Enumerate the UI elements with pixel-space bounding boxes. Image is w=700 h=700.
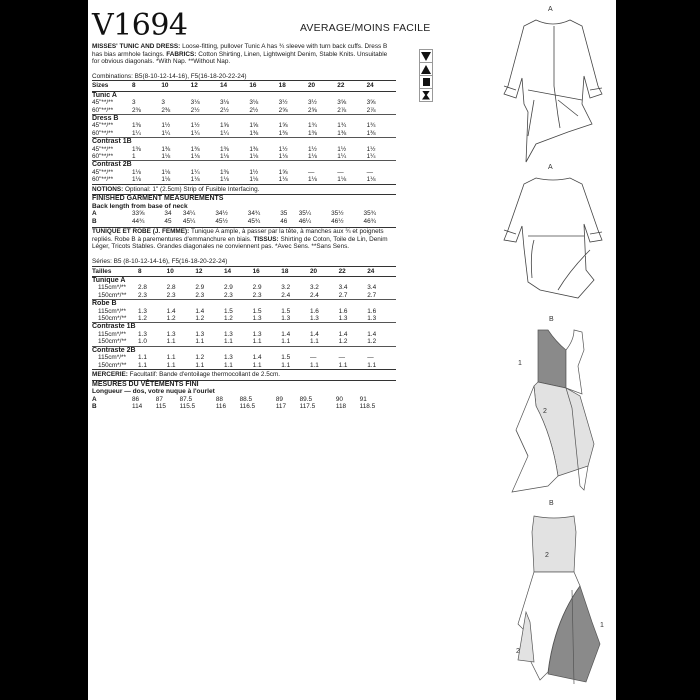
table-cell: 1⅛ bbox=[249, 153, 259, 161]
english-finished-subtitle: Back length from base of neck bbox=[92, 202, 188, 210]
callout-1-back: 1 bbox=[600, 622, 604, 629]
table-cell: 45½ bbox=[215, 217, 228, 225]
size-header: 18 bbox=[281, 266, 310, 276]
table-cell: 1.1 bbox=[338, 361, 348, 369]
table-cell: 1¼ bbox=[161, 129, 171, 137]
text-column bbox=[92, 43, 396, 411]
table-cell: 1⅛ bbox=[219, 153, 229, 161]
table-cell: 1.1 bbox=[309, 361, 319, 369]
table-cell: 2½ bbox=[249, 106, 259, 114]
table-cell: — bbox=[366, 168, 374, 176]
table-cell: 1⅛ bbox=[132, 168, 141, 176]
table-cell: 1.3 bbox=[195, 330, 205, 338]
view-group-header: Contraste 2B bbox=[92, 346, 396, 354]
pattern-envelope-back bbox=[88, 0, 616, 700]
table-row: 115cm*/** 2.8 2.8 2.9 2.9 2.9 3.2 3.2 3.4 3.4 bbox=[92, 284, 396, 291]
table-cell: 1¼ bbox=[337, 153, 347, 161]
table-cell: 2.3 bbox=[252, 291, 262, 299]
table-cell: 46½ bbox=[331, 217, 344, 225]
table-cell: 3½ bbox=[307, 99, 317, 107]
table-cell: 1⅛ bbox=[161, 153, 171, 161]
table-cell: — bbox=[367, 354, 374, 362]
table-cell: 34¼ bbox=[182, 210, 196, 218]
view-label-a-back: A bbox=[548, 164, 553, 171]
table-cell: 1¾ bbox=[337, 122, 347, 130]
table-cell: 35 bbox=[280, 210, 288, 218]
table-cell: 1.3 bbox=[367, 315, 377, 323]
table-cell: 1.2 bbox=[166, 315, 176, 323]
table-cell: 1.1 bbox=[166, 354, 176, 362]
size-header: 10 bbox=[167, 266, 196, 276]
table-cell: 1½ bbox=[249, 168, 259, 176]
table-cell: 1.3 bbox=[223, 330, 233, 338]
table-cell: 34 bbox=[164, 210, 172, 218]
table-cell: 1.1 bbox=[252, 338, 262, 346]
table-cell: 1⅛ bbox=[190, 176, 200, 184]
table-row: 60"**/** 1¼ 1¼ 1¼ 1¼ 1⅜ 1⅜ 1⅜ 1⅜ 1⅜ bbox=[92, 130, 396, 138]
table-cell: 33⅝ bbox=[132, 210, 145, 218]
table-cell: 1.2 bbox=[223, 315, 233, 323]
callout-2-back-bottom: 2 bbox=[516, 648, 520, 655]
french-notions: MERCERIE: Facultatif: Bande d'entoilage thermocollant de 2.5cm. bbox=[92, 369, 396, 381]
table-cell: 1½ bbox=[161, 122, 171, 130]
table-cell: 1.5 bbox=[223, 307, 233, 315]
table-row: 45"**/** 1⅛ 1⅛ 1¼ 1⅜ 1½ 1⅝ — — — bbox=[92, 169, 396, 176]
table-cell: 34¾ bbox=[247, 210, 261, 218]
table-cell: 45¾ bbox=[247, 217, 261, 225]
table-cell: 1⅛ bbox=[161, 168, 171, 176]
table-cell: 2⅜ bbox=[161, 106, 171, 114]
table-cell: 1.3 bbox=[138, 330, 147, 338]
table-row: 60"**/** 2⅜ 2⅜ 2½ 2½ 2½ 2⅝ 2⅝ 2⅞ 2⅞ bbox=[92, 107, 396, 115]
size-header: 22 bbox=[337, 81, 366, 91]
table-cell: 89.5 bbox=[299, 395, 313, 403]
table-cell: 1.1 bbox=[223, 338, 233, 346]
table-cell: 87.5 bbox=[179, 395, 193, 403]
table-cell: 2.9 bbox=[252, 284, 262, 292]
table-cell: 1⅛ bbox=[190, 153, 200, 161]
size-header: 16 bbox=[253, 266, 282, 276]
table-row: B 44¾ 45 45¼ 45½ 45¾ 46 46¼ 46½ 46¾ bbox=[92, 218, 396, 225]
size-header: 22 bbox=[339, 266, 368, 276]
table-cell: 1⅜ bbox=[249, 129, 259, 137]
table-cell: 1.0 bbox=[138, 338, 147, 346]
size-header: 14 bbox=[224, 266, 253, 276]
table-cell: 1.4 bbox=[281, 330, 291, 338]
table-cell: 46¾ bbox=[363, 217, 376, 225]
dress-b-front-illustration bbox=[508, 326, 608, 496]
table-row: 115cm*/** 1.3 1.4 1.4 1.5 1.5 1.5 1.6 1.6 1.6 bbox=[92, 308, 396, 315]
table-cell: 3½ bbox=[278, 99, 288, 107]
english-combinations: Combinations: B5(8-10-12-14-16), F5(16-18-20-22-24) bbox=[92, 72, 247, 80]
triangle-up-icon bbox=[421, 65, 431, 74]
view-group-header: Contrast 1B bbox=[92, 138, 396, 146]
table-row: 150cm*/** 1.2 1.2 1.2 1.2 1.3 1.3 1.3 1.3 1.3 bbox=[92, 315, 396, 323]
table-cell: — bbox=[338, 354, 345, 362]
table-cell: 1.2 bbox=[138, 315, 147, 323]
table-cell: 1½ bbox=[337, 145, 347, 153]
table-cell: 1⅜ bbox=[307, 129, 317, 137]
table-cell: 3.4 bbox=[338, 284, 348, 292]
table-cell: 1⅛ bbox=[278, 176, 288, 184]
table-cell: 87 bbox=[155, 395, 163, 403]
table-cell: 3⅝ bbox=[337, 99, 347, 107]
callout-2-front: 2 bbox=[543, 408, 547, 415]
difficulty-label: AVERAGE/MOINS FACILE bbox=[300, 22, 431, 34]
table-cell: 2.4 bbox=[281, 291, 291, 299]
table-cell: 35¾ bbox=[363, 210, 376, 218]
size-header: 8 bbox=[132, 81, 161, 91]
view-group-header: Contraste 1B bbox=[92, 323, 396, 331]
table-cell: 2.3 bbox=[223, 291, 233, 299]
table-cell: 1.2 bbox=[338, 338, 348, 346]
table-cell: 114 bbox=[132, 403, 143, 411]
table-row: A 86 87 87.5 88 88.5 89 89.5 90 91 bbox=[92, 396, 396, 403]
table-cell: 2⅞ bbox=[337, 106, 347, 114]
table-cell: 1⅛ bbox=[219, 176, 229, 184]
table-cell: 1⅜ bbox=[337, 129, 347, 137]
table-cell: 1¼ bbox=[190, 129, 200, 137]
table-cell: 2.7 bbox=[367, 291, 377, 299]
view-group-header: Contrast 2B bbox=[92, 161, 396, 169]
table-cell: 45¼ bbox=[182, 217, 196, 225]
view-label-b-back: B bbox=[549, 500, 554, 507]
table-cell: 3.2 bbox=[281, 284, 291, 292]
table-cell: 88.5 bbox=[239, 395, 253, 403]
size-header: 24 bbox=[367, 266, 396, 276]
table-cell: 1.3 bbox=[338, 315, 348, 323]
size-header: 10 bbox=[161, 81, 190, 91]
table-cell: 1⅜ bbox=[219, 145, 229, 153]
table-cell: 1⅛ bbox=[337, 176, 347, 184]
view-group-header: Tunique A bbox=[92, 277, 126, 285]
table-cell: 1¾ bbox=[366, 122, 376, 130]
layout-icons bbox=[419, 49, 433, 102]
table-cell: 2⅞ bbox=[366, 106, 376, 114]
table-row: 45"**/** 1⅜ 1½ 1½ 1⅝ 1⅝ 1⅝ 1¾ 1¾ 1¾ bbox=[92, 122, 396, 129]
table-cell: 1½ bbox=[307, 145, 317, 153]
table-cell: 1⅝ bbox=[249, 122, 259, 130]
size-header: 12 bbox=[191, 81, 220, 91]
table-cell: 3⅛ bbox=[219, 99, 229, 107]
size-header: 16 bbox=[249, 81, 278, 91]
table-cell: 1⅜ bbox=[132, 145, 141, 153]
view-group-header: Dress B bbox=[92, 115, 396, 123]
table-cell: 1.2 bbox=[195, 315, 205, 323]
table-cell: 1.1 bbox=[138, 354, 147, 362]
english-description: MISSES' TUNIC AND DRESS: Loose-fitting, pullover Tunic A has ¾ sleeve with turn back cuffs. Dress B has bias armhole facings. FABRICS: Cotton Shirting, Linen, Lightweight Denim, Stable Knits. Unsuitable for obvious diagonals. *With Nap. **Without Nap. bbox=[92, 43, 388, 66]
table-cell: 2.8 bbox=[166, 284, 176, 292]
table-cell: 1.1 bbox=[223, 361, 233, 369]
table-cell: 1.1 bbox=[166, 361, 176, 369]
table-cell: 1¼ bbox=[190, 168, 200, 176]
table-cell: 3 bbox=[161, 99, 165, 107]
table-cell: 3⅛ bbox=[190, 99, 200, 107]
table-cell: 1.4 bbox=[195, 307, 205, 315]
table-cell: — bbox=[307, 168, 315, 176]
table-cell: 1½ bbox=[366, 145, 376, 153]
table-cell: 1⅜ bbox=[161, 145, 171, 153]
size-header-row: Sizes 8 10 12 14 16 18 20 22 24 bbox=[92, 81, 396, 91]
size-header: 20 bbox=[308, 81, 337, 91]
table-cell: 35½ bbox=[331, 210, 344, 218]
table-cell: 1⅜ bbox=[366, 129, 376, 137]
size-header: 20 bbox=[310, 266, 339, 276]
table-cell: 118.5 bbox=[359, 403, 376, 411]
table-cell: 116.5 bbox=[239, 403, 256, 411]
french-finished-title: MESURES DU VÊTEMENTS FINI bbox=[92, 380, 199, 388]
table-cell: 1.1 bbox=[195, 361, 205, 369]
table-cell: 1.3 bbox=[138, 307, 147, 315]
table-cell: 89 bbox=[275, 395, 283, 403]
table-cell: 1.3 bbox=[166, 330, 176, 338]
table-cell: 1.5 bbox=[252, 307, 262, 315]
table-cell: 1.1 bbox=[281, 338, 291, 346]
table-cell: 46 bbox=[280, 217, 288, 225]
table-cell: 1¼ bbox=[366, 153, 376, 161]
callout-2-back-top: 2 bbox=[545, 552, 549, 559]
table-cell: 86 bbox=[132, 395, 140, 403]
table-cell: 1.1 bbox=[138, 361, 147, 369]
table-cell: 88 bbox=[215, 395, 223, 403]
table-cell: 3⅝ bbox=[366, 99, 376, 107]
table-cell: 2.3 bbox=[195, 291, 205, 299]
table-cell: 1¼ bbox=[132, 129, 141, 137]
table-row: A 33⅝ 34 34¼ 34½ 34¾ 35 35¼ 35½ 35¾ bbox=[92, 210, 396, 217]
english-yardage-table bbox=[92, 80, 396, 183]
view-group-header: Tunic A bbox=[92, 91, 117, 99]
table-cell: 3 bbox=[132, 99, 136, 107]
table-row: 115cm*/** 1.3 1.3 1.3 1.3 1.3 1.4 1.4 1.4 1.4 bbox=[92, 331, 396, 338]
table-cell: 1¾ bbox=[307, 122, 317, 130]
french-combinations: Séries: B5 (8-10-12-14-16), F5(16-18-20-22-24) bbox=[92, 258, 228, 266]
table-cell: 2.9 bbox=[195, 284, 205, 292]
table-cell: 1.4 bbox=[338, 330, 348, 338]
table-cell: 34½ bbox=[215, 210, 228, 218]
table-cell: 1⅛ bbox=[249, 176, 259, 184]
french-finished-subtitle: Longueur — dos, votre nuque à l'ourlet bbox=[92, 388, 215, 396]
table-cell: 2.9 bbox=[223, 284, 233, 292]
size-header: 14 bbox=[220, 81, 249, 91]
table-cell: 1⅜ bbox=[219, 168, 229, 176]
tunic-a-front-illustration bbox=[498, 16, 618, 166]
table-cell: 1.4 bbox=[166, 307, 176, 315]
table-cell: 35¼ bbox=[298, 210, 312, 218]
table-cell: 1⅛ bbox=[161, 176, 171, 184]
table-cell: 2.8 bbox=[138, 284, 147, 292]
view-label-b: B bbox=[549, 316, 554, 323]
table-cell: 46¼ bbox=[298, 217, 312, 225]
english-finished-table bbox=[92, 210, 396, 225]
table-cell: 2½ bbox=[190, 106, 200, 114]
table-cell: 1⅛ bbox=[366, 176, 376, 184]
table-cell: 2.7 bbox=[338, 291, 348, 299]
table-cell: 1.2 bbox=[195, 354, 205, 362]
table-cell: 1.1 bbox=[166, 338, 176, 346]
table-cell: 2.4 bbox=[309, 291, 319, 299]
table-cell: 1.6 bbox=[309, 307, 319, 315]
table-cell: 90 bbox=[335, 395, 343, 403]
size-header: 24 bbox=[367, 81, 396, 91]
table-cell: 1.4 bbox=[252, 354, 262, 362]
table-row: 45"**/** 1⅜ 1⅜ 1⅜ 1⅜ 1⅜ 1½ 1½ 1½ 1½ bbox=[92, 146, 396, 153]
table-row: 150cm*/** 2.3 2.3 2.3 2.3 2.3 2.4 2.4 2.7 2.7 bbox=[92, 292, 396, 300]
table-cell: 91 bbox=[359, 395, 367, 403]
size-header-row: Tailles 8 10 12 14 16 18 20 22 24 bbox=[92, 266, 396, 276]
english-notions: NOTIONS: Optional: 1" (2.5cm) Strip of Fusible Interfacing. bbox=[92, 184, 396, 196]
table-cell: 2½ bbox=[219, 106, 229, 114]
table-row: 45"**/** 3 3 3⅛ 3⅛ 3⅛ 3½ 3½ 3⅝ 3⅝ bbox=[92, 99, 396, 106]
table-cell: — bbox=[309, 354, 317, 362]
table-cell: 1.1 bbox=[281, 361, 291, 369]
table-cell: 1.2 bbox=[367, 338, 377, 346]
french-yardage-table bbox=[92, 266, 396, 369]
pattern-number: V1694 bbox=[92, 8, 188, 43]
table-cell: 1.6 bbox=[338, 307, 348, 315]
table-cell: 3.4 bbox=[367, 284, 377, 292]
table-cell: 1⅜ bbox=[278, 129, 288, 137]
table-cell: 1⅛ bbox=[278, 153, 288, 161]
table-cell: 3.2 bbox=[309, 284, 319, 292]
view-group-header: Robe B bbox=[92, 300, 396, 308]
table-cell: 1 bbox=[132, 153, 136, 161]
table-cell: 118 bbox=[335, 403, 347, 411]
table-cell: 1.1 bbox=[367, 361, 377, 369]
table-cell: 1¼ bbox=[219, 129, 229, 137]
dress-b-back-illustration bbox=[508, 512, 608, 692]
table-cell: 115.5 bbox=[179, 403, 196, 411]
table-row: 60"**/** 1⅛ 1⅛ 1⅛ 1⅛ 1⅛ 1⅛ 1⅛ 1⅛ 1⅛ bbox=[92, 176, 396, 183]
table-cell: 2⅜ bbox=[132, 106, 141, 114]
table-cell: 1.3 bbox=[281, 315, 291, 323]
table-cell: 1.3 bbox=[252, 315, 262, 323]
table-row: 150cm*/** 1.1 1.1 1.1 1.1 1.1 1.1 1.1 1.1 1.1 bbox=[92, 362, 396, 369]
table-cell: 1⅜ bbox=[190, 145, 200, 153]
english-finished-title: FINISHED GARMENT MEASUREMENTS bbox=[92, 195, 224, 203]
table-cell: 1⅜ bbox=[249, 145, 259, 153]
table-cell: 1⅛ bbox=[307, 153, 317, 161]
table-cell: 1⅝ bbox=[278, 122, 288, 130]
table-cell: 1.1 bbox=[195, 338, 205, 346]
french-finished-table bbox=[92, 396, 396, 411]
table-cell: 1⅛ bbox=[132, 176, 141, 184]
table-cell: 2.3 bbox=[166, 291, 176, 299]
table-cell: 1.5 bbox=[281, 354, 291, 362]
table-row: 115cm*/** 1.1 1.1 1.2 1.3 1.4 1.5 — — — bbox=[92, 354, 396, 361]
table-cell: 2⅝ bbox=[307, 106, 317, 114]
hourglass-icon bbox=[422, 91, 430, 100]
table-cell: 1⅛ bbox=[307, 176, 317, 184]
table-cell: 1.3 bbox=[252, 330, 262, 338]
table-cell: 1.4 bbox=[367, 330, 377, 338]
table-row: 150cm*/** 1.0 1.1 1.1 1.1 1.1 1.1 1.1 1.2 1.2 bbox=[92, 338, 396, 346]
table-cell: 1.3 bbox=[309, 315, 319, 323]
table-cell: 116 bbox=[215, 403, 226, 411]
table-cell: — bbox=[337, 168, 344, 176]
table-row: B 114 115 115.5 116 116.5 117 117.5 118 118.5 bbox=[92, 403, 396, 410]
table-cell: 44¾ bbox=[132, 217, 145, 225]
table-cell: 117.5 bbox=[299, 403, 316, 411]
table-cell: 1½ bbox=[190, 122, 200, 130]
table-cell: 1.5 bbox=[281, 307, 291, 315]
callout-1-front: 1 bbox=[518, 360, 522, 367]
size-header: 8 bbox=[138, 266, 167, 276]
table-row: 60"**/** 1 1⅛ 1⅛ 1⅛ 1⅛ 1⅛ 1⅛ 1¼ 1¼ bbox=[92, 153, 396, 161]
table-cell: 1⅝ bbox=[278, 168, 288, 176]
triangle-down-icon bbox=[421, 52, 431, 61]
french-description: TUNIQUE ET ROBE (J. FEMME): Tunique A ample, à passer par la tête, à manches aux ¾ et poignets repliés. Robe B à parementures d'emmanchure en biais. TISSUS: Shirting de Coton, Toile de Lin, Denim Léger, Tricots Stables. Grandes diagonales ne conviennent pas. *Avec Sens. **Sans Sens. bbox=[92, 228, 388, 251]
table-cell: 1.1 bbox=[309, 338, 319, 346]
table-cell: 1½ bbox=[278, 145, 288, 153]
tunic-a-back-illustration bbox=[498, 174, 618, 304]
table-cell: 2⅝ bbox=[278, 106, 288, 114]
table-cell: 1⅝ bbox=[219, 122, 229, 130]
table-cell: 117 bbox=[275, 403, 287, 411]
table-cell: 1.1 bbox=[252, 361, 262, 369]
view-label-a: A bbox=[548, 6, 553, 13]
table-cell: 2.3 bbox=[138, 291, 147, 299]
square-icon bbox=[423, 78, 430, 86]
table-cell: 115 bbox=[155, 403, 166, 411]
table-cell: 1.6 bbox=[367, 307, 377, 315]
table-cell: 1.3 bbox=[223, 354, 233, 362]
table-cell: 3⅛ bbox=[249, 99, 259, 107]
table-cell: 1.4 bbox=[309, 330, 319, 338]
table-cell: 1⅜ bbox=[132, 122, 141, 130]
table-cell: 45 bbox=[164, 217, 172, 225]
size-header: 18 bbox=[279, 81, 308, 91]
size-header: 12 bbox=[195, 266, 224, 276]
